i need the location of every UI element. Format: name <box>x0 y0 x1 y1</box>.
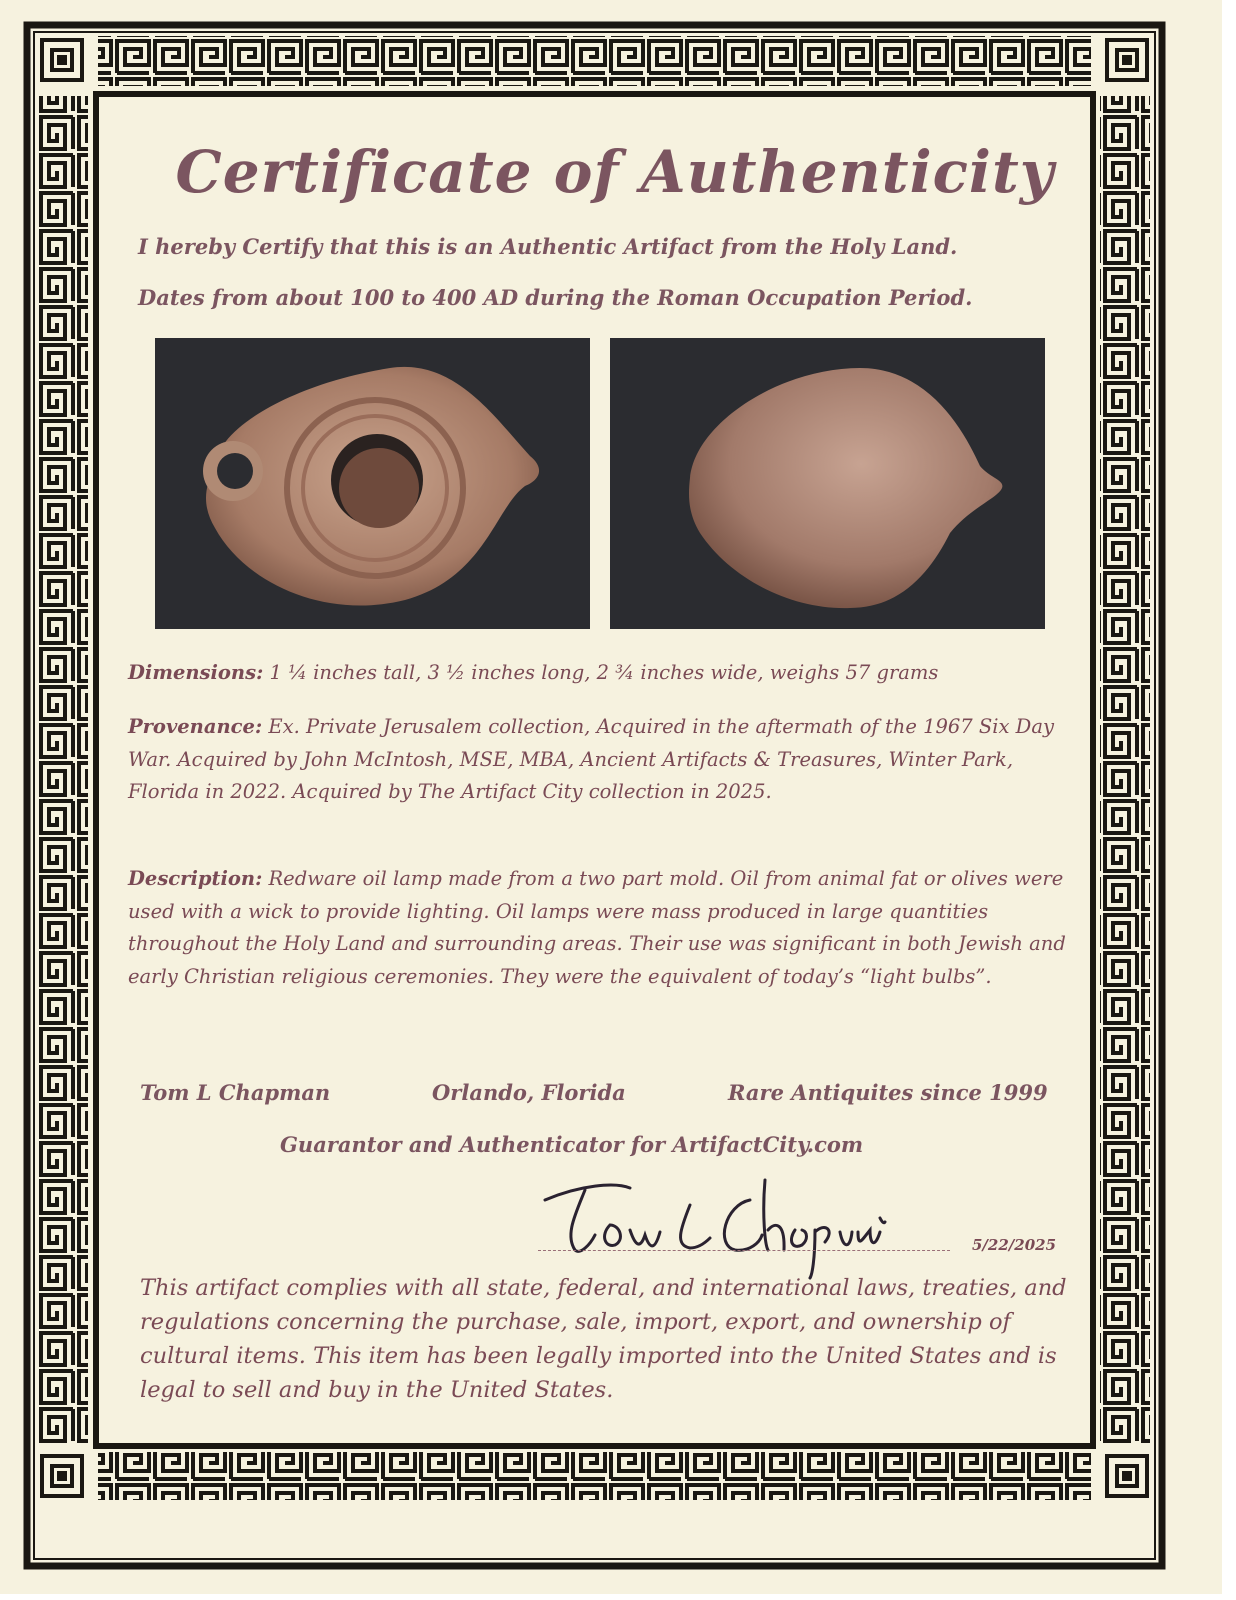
signature-line <box>538 1250 950 1251</box>
date-range-statement: Dates from about 100 to 400 AD during the Roman Occupation Period. <box>138 285 973 310</box>
provenance-paragraph <box>128 711 1068 809</box>
certification-statement: I hereby Certify that this is an Authentic Artifact from the Holy Land. <box>138 234 958 259</box>
legal-compliance-statement: This artifact complies with all state, federal, and international laws, treaties, and regulations concerning the purchase, sale, import, export, and ownership of cultural items. This item has been legally imported into the United States and is legal to sell and buy in the United States. <box>140 1275 1067 1403</box>
certificate-title: Certificate of Authenticity <box>175 138 1055 206</box>
description-paragraph <box>128 863 1068 993</box>
description-label: Description: <box>128 867 263 890</box>
provenance-text: Ex. Private Jerusalem collection, Acquired in the aftermath of the 1967 Six Day War. Acquired by John McIntosh, MSE, MBA, Ancient Artifacts & Treasures, Winter Park, Florida in 2022. Acquired by The Artifact City collection in 2025. <box>128 715 1054 803</box>
handwritten-signature <box>540 1160 900 1280</box>
provenance-label: Provenance: <box>128 715 263 738</box>
oil-lamp-top-photo <box>155 338 590 629</box>
dimensions-text: 1 ¼ inches tall, 3 ½ inches long, 2 ¾ inches wide, weighs 57 grams <box>263 661 939 684</box>
signer-location: Orlando, Florida <box>432 1080 626 1105</box>
dimensions-label: Dimensions: <box>128 661 264 684</box>
signer-name: Tom L Chapman <box>140 1080 331 1105</box>
guarantor-line: Guarantor and Authenticator for ArtifactCity.com <box>280 1132 864 1157</box>
oil-lamp-bottom-photo <box>610 338 1045 629</box>
signature-date: 5/22/2025 <box>972 1236 1057 1254</box>
description-text: Redware oil lamp made from a two part mold. Oil from animal fat or olives were used with a wick to provide lighting. Oil lamps were mass produced in large quantities throughout the Holy Land and surrounding areas. Their use was significant in both Jewish and early Christian religious ceremonies. They were the equivalent of today’s “light bulbs”. <box>128 867 1066 988</box>
business-since: Rare Antiquites since 1999 <box>728 1080 1048 1105</box>
dimensions-paragraph <box>128 657 1068 690</box>
